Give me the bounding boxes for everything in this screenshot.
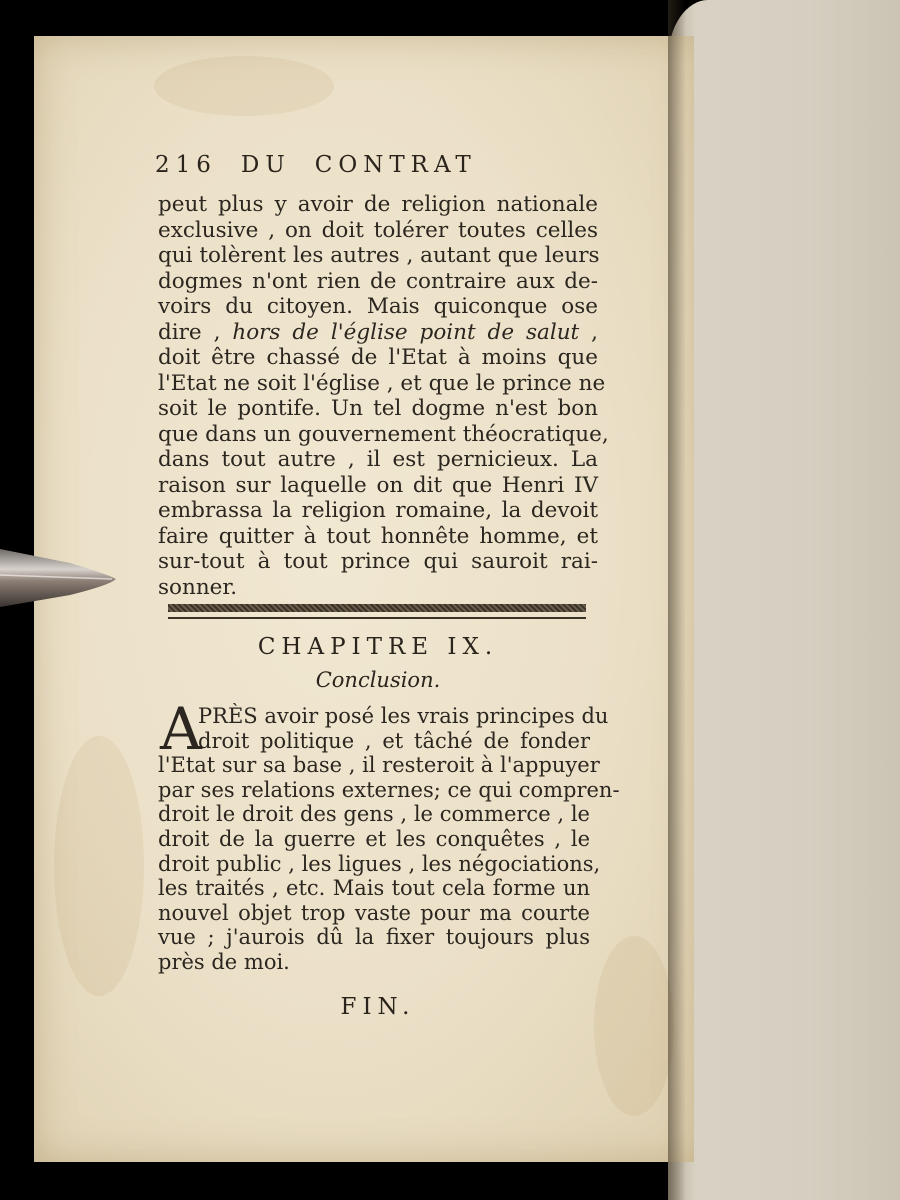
running-title-part1: DU [240, 152, 291, 178]
text-line: l'Etat sur sa base , il resteroit à l'appuyer [158, 753, 600, 778]
text-run: qui tolèrent les autres , autant que leurs [158, 243, 600, 268]
text-run: doit être chassé de l'Etat à moins que [158, 345, 598, 370]
running-title-part2: CONTRAT [314, 152, 477, 178]
text-run: exclusive , on doit tolérer toutes celles [158, 217, 598, 243]
text-line: droit politique , et tâché de fonder [198, 728, 590, 753]
text-line: PRÈS avoir posé les vrais principes du [198, 704, 609, 728]
paragraph-conclusion [158, 695, 620, 975]
text-run: soit le pontife. Un tel dogme n'est bon [158, 396, 598, 421]
text-line: par ses relations externes; ce qui compren- [158, 777, 620, 802]
italic-phrase: hors de l'église point de salut [232, 319, 580, 345]
chapter-subtitle: Conclusion. [315, 668, 441, 692]
text-run: raison sur laquelle on dit que Henri IV [158, 472, 598, 498]
text-line: droit public , les ligues , les négociations, [158, 851, 601, 876]
text-line [158, 345, 598, 371]
text-line [158, 524, 598, 550]
text-line [158, 498, 598, 524]
text-line [158, 294, 598, 320]
text-run: dire , [158, 319, 233, 345]
text-line [158, 575, 598, 601]
text-line [158, 243, 598, 269]
text-run: , [579, 319, 598, 345]
text-line [158, 320, 598, 346]
text-line: les traités , etc. Mais tout cela forme un [158, 876, 590, 901]
chapter-title: CHAPITRE IX. [257, 634, 499, 660]
text-line [158, 396, 598, 422]
text-line [158, 447, 598, 473]
text-line: droit le droit des gens , le commerce , le [158, 802, 590, 827]
text-line: vue ; j'aurois dû la fixer toujours plus [158, 925, 590, 950]
text-line: nouvel objet trop vaste pour ma courte [158, 900, 590, 925]
spine-shadow [668, 0, 686, 1200]
text-run: voirs du citoyen. Mais quiconque ose [158, 294, 598, 319]
text-line: près de moi. [158, 949, 290, 974]
text-run: sonner. [158, 574, 238, 600]
text-run: l'Etat ne soit l'église , et que le prince ne [158, 370, 606, 396]
page-number: 216 [155, 152, 217, 178]
text-line [158, 192, 598, 218]
text-line [158, 549, 598, 575]
paragraph-religion [158, 192, 609, 600]
page-pointer-icon [0, 545, 118, 611]
text-run: sur-tout à tout prince qui sauroit rai- [158, 549, 598, 574]
thin-rule [168, 617, 586, 619]
text-run: faire quitter à tout honnête homme, et [158, 523, 598, 549]
text-line: droit de la guerre et les conquêtes , le [158, 826, 590, 851]
text-line [158, 473, 598, 499]
text-run: dans tout autre , il est pernicieux. La [158, 447, 598, 472]
end-mark: FIN. [340, 994, 416, 1020]
text-run: dogmes n'ont rien de contraire aux de- [158, 268, 598, 294]
text-run: peut plus y avoir de religion nationale [158, 192, 598, 217]
facing-page [668, 0, 900, 1200]
text-line [158, 218, 598, 244]
drop-cap: A [160, 695, 202, 763]
text-line [158, 370, 606, 397]
text-line [158, 269, 598, 295]
ornamental-rule [168, 604, 586, 612]
running-head [155, 152, 515, 178]
text-run: que dans un gouvernement théocratique, [158, 421, 609, 447]
text-line [158, 421, 609, 448]
text-run: embrassa la religion romaine, la devoit [158, 498, 598, 523]
